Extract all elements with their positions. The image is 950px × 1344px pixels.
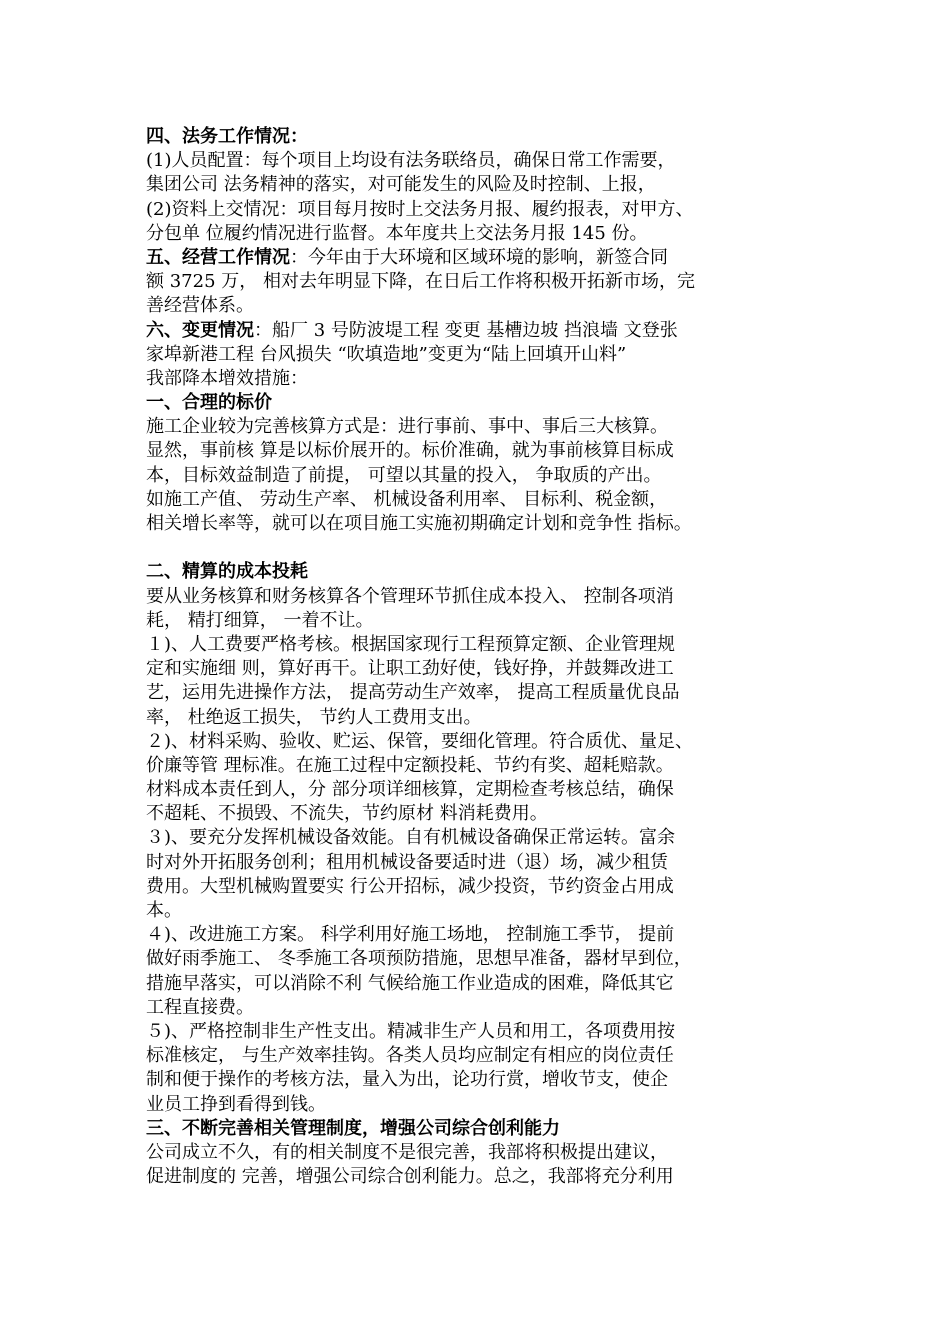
text-line: 率， 杜绝返工损失， 节约人工费用支出。 bbox=[146, 706, 482, 728]
text-line: 集团公司 法务精神的落实，对可能发生的风险及时控制、上报， bbox=[146, 174, 656, 196]
text-line: 本。 bbox=[146, 900, 182, 921]
text-line: (2)资料上交情况：项目每月按时上交法务月报、履约报表，对甲方、 bbox=[146, 198, 694, 220]
intro-line: 我部降本增效措施： bbox=[146, 367, 308, 389]
text-line: 要从业务核算和财务核算各个管理环节抓住成本投入、 控制各项消 bbox=[146, 585, 674, 607]
item-2-line: ２)、材料采购、验收、贮运、保管，要细化管理。符合质优、量足、 bbox=[146, 730, 694, 752]
text-line: 如施工产值、 劳动生产率、 机械设备利用率、 目标利、税金额， bbox=[146, 488, 668, 510]
part-3-heading: 三、不断完善相关管理制度，增强公司综合创利能力 bbox=[146, 1117, 560, 1139]
text-line: 做好雨季施工、 冬季施工各项预防措施，思想早准备，器材早到位， bbox=[146, 948, 692, 970]
item-4-line: ４)、改进施工方案。 科学利用好施工场地， 控制施工季节， 提前 bbox=[146, 924, 675, 946]
text-line: 促进制度的 完善，增强公司综合创利能力。总之，我部将充分利用 bbox=[146, 1166, 674, 1188]
text-line: 材料成本责任到人，分 部分项详细核算，定期检查考核总结，确保 bbox=[146, 779, 674, 801]
text-line: 定和实施细 则，算好再干。让职工劲好使，钱好挣，并鼓舞改进工 bbox=[146, 658, 674, 680]
text-line: 耗， 精打细算， 一着不让。 bbox=[146, 609, 374, 631]
section-6-heading: 六、变更情况 bbox=[146, 319, 254, 341]
text-line: 本，目标效益制造了前提， 可望以其量的投入， 争取质的产出。 bbox=[146, 464, 662, 486]
text-line: 标准核定， 与生产效率挂钩。各类人员均应制定有相应的岗位责任 bbox=[146, 1045, 674, 1067]
text-line: 费用。大型机械购置要实 行公开招标，减少投资，节约资金占用成 bbox=[146, 875, 674, 897]
text-line: 额 3725 万， 相对去年明显下降，在日后工作将积极开拓新市场，完 bbox=[146, 271, 695, 293]
text-line: 施工企业较为完善核算方式是：进行事前、事中、事后三大核算。 bbox=[146, 416, 668, 438]
text-line: 措施早落实，可以消除不利 气候给施工作业造成的困难，降低其它 bbox=[146, 972, 674, 994]
document-body bbox=[146, 125, 826, 1189]
text-line: 相关增长率等，就可以在项目施工实施初期确定计划和竞争性 指标。 bbox=[146, 513, 692, 534]
part-1-heading: 一、合理的标价 bbox=[146, 392, 272, 414]
text-span: ：今年由于大环境和区域环境的影响，新签合同 bbox=[290, 246, 668, 268]
text-line: 分包单 位履约情况进行监督。本年度共上交法务月报 145 份。 bbox=[146, 222, 648, 244]
text-line: 价廉等管 理标准。在施工过程中定额投耗、节约有奖、超耗赔款。 bbox=[146, 754, 674, 776]
item-3-line: ３)、要充分发挥机械设备效能。自有机械设备确保正常运转。富余 bbox=[146, 827, 676, 849]
section-4-heading: 四、法务工作情况： bbox=[146, 126, 308, 147]
text-line: 家埠新港工程 台风损失 “吹填造地”变更为“陆上回填开山料” bbox=[146, 343, 627, 365]
section-6-line bbox=[146, 319, 826, 343]
text-line: 善经营体系。 bbox=[146, 295, 254, 317]
item-5-line: ５)、严格控制非生产性支出。精减非生产人员和用工，各项费用按 bbox=[146, 1020, 676, 1042]
section-5-line bbox=[146, 246, 826, 270]
text-line: 不超耗、不损毁、不流失，节约原材 料消耗费用。 bbox=[146, 803, 548, 825]
text-line: 艺，运用先进操作方法， 提高劳动生产效率， 提高工程质量优良品 bbox=[146, 682, 680, 704]
text-line: 工程直接费。 bbox=[146, 996, 254, 1018]
text-line: 时对外开拓服务创利；租用机械设备要适时进（退）场，减少租赁 bbox=[146, 851, 668, 873]
text-line: 业员工挣到看得到钱。 bbox=[146, 1093, 326, 1115]
text-line: (1)人员配置：每个项目上均设有法务联络员，确保日常工作需要， bbox=[146, 150, 676, 172]
text-line: 制和便于操作的考核方法，量入为出，论功行赏，增收节支，使企 bbox=[146, 1069, 668, 1091]
text-line: 显然，事前核 算是以标价展开的。标价准确，就为事前核算目标成 bbox=[146, 440, 674, 462]
part-2-heading: 二、精算的成本投耗 bbox=[146, 561, 308, 583]
text-line: 公司成立不久，有的相关制度不是很完善，我部将积极提出建议， bbox=[146, 1141, 668, 1163]
blank-line bbox=[146, 536, 826, 560]
section-5-heading: 五、经营工作情况 bbox=[146, 246, 290, 268]
text-span: ：船厂 3 号防波堤工程 变更 基槽边坡 挡浪墙 文登张 bbox=[254, 319, 678, 341]
item-1-line: １)、人工费要严格考核。根据国家现行工程预算定额、企业管理规 bbox=[146, 633, 676, 655]
